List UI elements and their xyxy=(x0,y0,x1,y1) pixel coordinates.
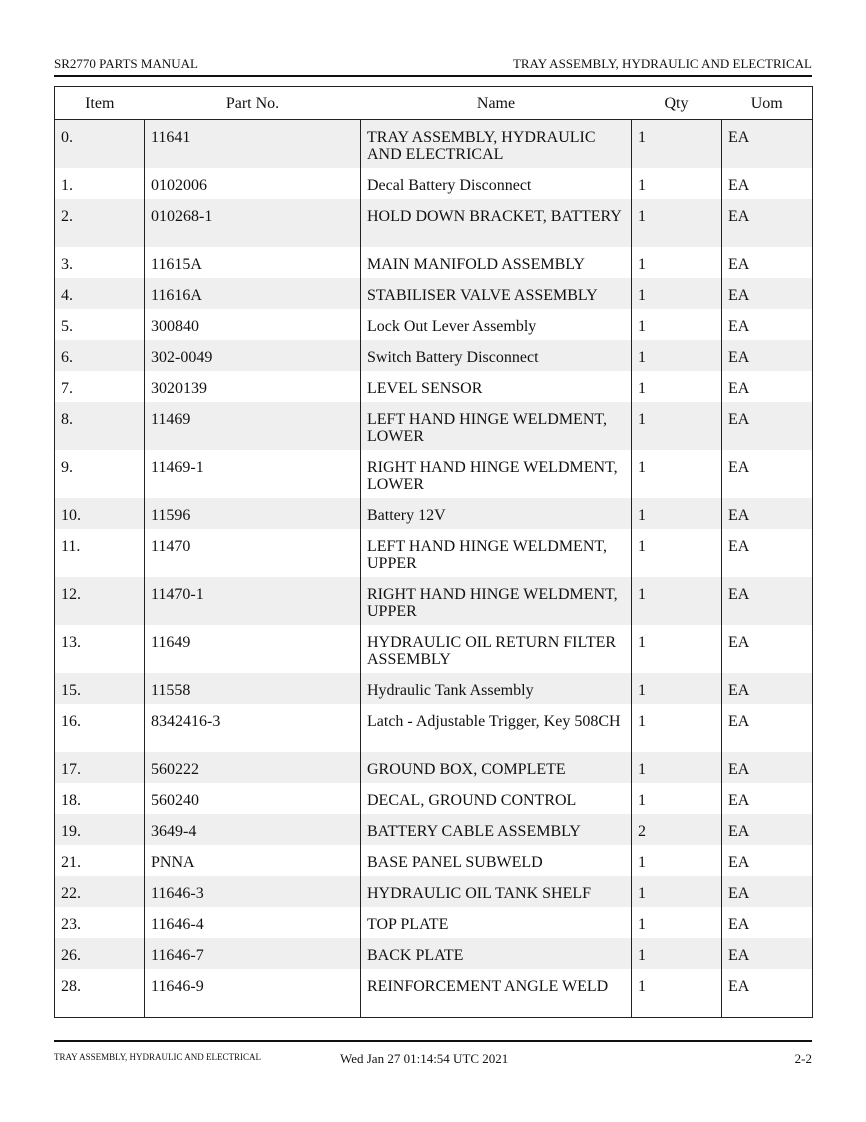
column-header-uom: Uom xyxy=(722,87,813,120)
qty-cell: 1 xyxy=(632,529,722,577)
item-cell: 21. xyxy=(55,845,145,876)
part-number-cell: 560240 xyxy=(145,783,361,814)
name-cell: MAIN MANIFOLD ASSEMBLY xyxy=(361,247,632,278)
name-cell: Hydraulic Tank Assembly xyxy=(361,673,632,704)
part-number-cell: 11558 xyxy=(145,673,361,704)
table-row xyxy=(55,199,813,247)
part-number-cell: 8342416-3 xyxy=(145,704,361,752)
table-row xyxy=(55,969,813,1018)
qty-cell: 1 xyxy=(632,876,722,907)
column-header-part-no: Part No. xyxy=(145,87,361,120)
qty-cell: 1 xyxy=(632,783,722,814)
name-cell: HYDRAULIC OIL TANK SHELF xyxy=(361,876,632,907)
part-number-cell: 3649-4 xyxy=(145,814,361,845)
name-cell: LEFT HAND HINGE WELDMENT, LOWER xyxy=(361,402,632,450)
uom-cell: EA xyxy=(722,814,813,845)
column-header-item: Item xyxy=(55,87,145,120)
part-number-cell: PNNA xyxy=(145,845,361,876)
table-row xyxy=(55,402,813,450)
name-cell: RIGHT HAND HINGE WELDMENT, LOWER xyxy=(361,450,632,498)
part-number-cell: 11646-3 xyxy=(145,876,361,907)
part-number-cell: 11646-9 xyxy=(145,969,361,1018)
part-number-cell: 11641 xyxy=(145,120,361,169)
uom-cell: EA xyxy=(722,120,813,169)
section-title: TRAY ASSEMBLY, HYDRAULIC AND ELECTRICAL xyxy=(512,56,812,71)
uom-cell: EA xyxy=(722,402,813,450)
uom-cell: EA xyxy=(722,371,813,402)
page-header xyxy=(54,56,812,74)
table-row xyxy=(55,783,813,814)
uom-cell: EA xyxy=(722,625,813,673)
item-cell: 23. xyxy=(55,907,145,938)
table-row xyxy=(55,120,813,169)
name-cell: Switch Battery Disconnect xyxy=(361,340,632,371)
item-cell: 6. xyxy=(55,340,145,371)
uom-cell: EA xyxy=(722,704,813,752)
item-cell: 22. xyxy=(55,876,145,907)
qty-cell: 1 xyxy=(632,969,722,1018)
part-number-cell: 11616A xyxy=(145,278,361,309)
item-cell: 0. xyxy=(55,120,145,169)
name-cell: Latch - Adjustable Trigger, Key 508CH xyxy=(361,704,632,752)
uom-cell: EA xyxy=(722,340,813,371)
uom-cell: EA xyxy=(722,969,813,1018)
part-number-cell: 11469-1 xyxy=(145,450,361,498)
table-row xyxy=(55,168,813,199)
uom-cell: EA xyxy=(722,752,813,783)
column-header-qty: Qty xyxy=(632,87,722,120)
table-row xyxy=(55,529,813,577)
qty-cell: 1 xyxy=(632,673,722,704)
item-cell: 18. xyxy=(55,783,145,814)
name-cell: Battery 12V xyxy=(361,498,632,529)
part-number-cell: 302-0049 xyxy=(145,340,361,371)
item-cell: 13. xyxy=(55,625,145,673)
item-cell: 15. xyxy=(55,673,145,704)
qty-cell: 1 xyxy=(632,625,722,673)
uom-cell: EA xyxy=(722,845,813,876)
name-cell: DECAL, GROUND CONTROL xyxy=(361,783,632,814)
manual-title: SR2770 PARTS MANUAL xyxy=(54,56,198,71)
qty-cell: 1 xyxy=(632,845,722,876)
part-number-cell: 0102006 xyxy=(145,168,361,199)
parts-table-container xyxy=(54,86,812,1018)
name-cell: STABILISER VALVE ASSEMBLY xyxy=(361,278,632,309)
part-number-cell: 11470-1 xyxy=(145,577,361,625)
table-row xyxy=(55,450,813,498)
table-row xyxy=(55,704,813,752)
table-row xyxy=(55,625,813,673)
part-number-cell: 11615A xyxy=(145,247,361,278)
uom-cell: EA xyxy=(722,450,813,498)
table-row xyxy=(55,309,813,340)
item-cell: 16. xyxy=(55,704,145,752)
table-row xyxy=(55,938,813,969)
item-cell: 1. xyxy=(55,168,145,199)
part-number-cell: 11649 xyxy=(145,625,361,673)
part-number-cell: 3020139 xyxy=(145,371,361,402)
qty-cell: 1 xyxy=(632,752,722,783)
item-cell: 8. xyxy=(55,402,145,450)
table-row xyxy=(55,278,813,309)
qty-cell: 1 xyxy=(632,704,722,752)
qty-cell: 1 xyxy=(632,907,722,938)
qty-cell: 1 xyxy=(632,168,722,199)
qty-cell: 1 xyxy=(632,938,722,969)
uom-cell: EA xyxy=(722,199,813,247)
qty-cell: 1 xyxy=(632,577,722,625)
name-cell: Decal Battery Disconnect xyxy=(361,168,632,199)
name-cell: LEFT HAND HINGE WELDMENT, UPPER xyxy=(361,529,632,577)
uom-cell: EA xyxy=(722,577,813,625)
name-cell: REINFORCEMENT ANGLE WELD xyxy=(361,969,632,1018)
name-cell: TRAY ASSEMBLY, HYDRAULIC AND ELECTRICAL xyxy=(361,120,632,169)
part-number-cell: 300840 xyxy=(145,309,361,340)
qty-cell: 1 xyxy=(632,450,722,498)
name-cell: BACK PLATE xyxy=(361,938,632,969)
table-header-row xyxy=(55,87,813,120)
footer-section-title: TRAY ASSEMBLY, HYDRAULIC AND ELECTRICAL xyxy=(54,1052,262,1062)
qty-cell: 1 xyxy=(632,371,722,402)
table-row xyxy=(55,814,813,845)
header-divider xyxy=(54,75,812,77)
qty-cell: 1 xyxy=(632,120,722,169)
name-cell: RIGHT HAND HINGE WELDMENT, UPPER xyxy=(361,577,632,625)
part-number-cell: 560222 xyxy=(145,752,361,783)
footer-divider xyxy=(54,1040,812,1042)
uom-cell: EA xyxy=(722,876,813,907)
table-row xyxy=(55,247,813,278)
part-number-cell: 11469 xyxy=(145,402,361,450)
part-number-cell: 010268-1 xyxy=(145,199,361,247)
page-number: 2-2 xyxy=(794,1051,812,1066)
qty-cell: 1 xyxy=(632,199,722,247)
part-number-cell: 11646-4 xyxy=(145,907,361,938)
item-cell: 17. xyxy=(55,752,145,783)
name-cell: BATTERY CABLE ASSEMBLY xyxy=(361,814,632,845)
uom-cell: EA xyxy=(722,278,813,309)
qty-cell: 2 xyxy=(632,814,722,845)
footer-timestamp: Wed Jan 27 01:14:54 UTC 2021 xyxy=(340,1051,509,1066)
parts-table xyxy=(54,86,813,1018)
item-cell: 9. xyxy=(55,450,145,498)
item-cell: 28. xyxy=(55,969,145,1018)
uom-cell: EA xyxy=(722,529,813,577)
table-body xyxy=(55,120,813,1018)
item-cell: 5. xyxy=(55,309,145,340)
qty-cell: 1 xyxy=(632,247,722,278)
table-row xyxy=(55,340,813,371)
table-row xyxy=(55,498,813,529)
item-cell: 7. xyxy=(55,371,145,402)
name-cell: HOLD DOWN BRACKET, BATTERY xyxy=(361,199,632,247)
item-cell: 26. xyxy=(55,938,145,969)
name-cell: GROUND BOX, COMPLETE xyxy=(361,752,632,783)
qty-cell: 1 xyxy=(632,402,722,450)
item-cell: 11. xyxy=(55,529,145,577)
name-cell: LEVEL SENSOR xyxy=(361,371,632,402)
part-number-cell: 11470 xyxy=(145,529,361,577)
uom-cell: EA xyxy=(722,309,813,340)
table-row xyxy=(55,371,813,402)
name-cell: Lock Out Lever Assembly xyxy=(361,309,632,340)
item-cell: 12. xyxy=(55,577,145,625)
uom-cell: EA xyxy=(722,498,813,529)
table-row xyxy=(55,577,813,625)
qty-cell: 1 xyxy=(632,340,722,371)
item-cell: 10. xyxy=(55,498,145,529)
table-row xyxy=(55,673,813,704)
name-cell: HYDRAULIC OIL RETURN FILTER ASSEMBLY xyxy=(361,625,632,673)
uom-cell: EA xyxy=(722,247,813,278)
uom-cell: EA xyxy=(722,783,813,814)
uom-cell: EA xyxy=(722,673,813,704)
name-cell: BASE PANEL SUBWELD xyxy=(361,845,632,876)
part-number-cell: 11646-7 xyxy=(145,938,361,969)
name-cell: TOP PLATE xyxy=(361,907,632,938)
item-cell: 2. xyxy=(55,199,145,247)
qty-cell: 1 xyxy=(632,278,722,309)
table-row xyxy=(55,752,813,783)
uom-cell: EA xyxy=(722,907,813,938)
uom-cell: EA xyxy=(722,938,813,969)
qty-cell: 1 xyxy=(632,309,722,340)
item-cell: 4. xyxy=(55,278,145,309)
item-cell: 3. xyxy=(55,247,145,278)
table-row xyxy=(55,845,813,876)
column-header-name: Name xyxy=(361,87,632,120)
qty-cell: 1 xyxy=(632,498,722,529)
item-cell: 19. xyxy=(55,814,145,845)
part-number-cell: 11596 xyxy=(145,498,361,529)
uom-cell: EA xyxy=(722,168,813,199)
table-row xyxy=(55,876,813,907)
table-row xyxy=(55,907,813,938)
